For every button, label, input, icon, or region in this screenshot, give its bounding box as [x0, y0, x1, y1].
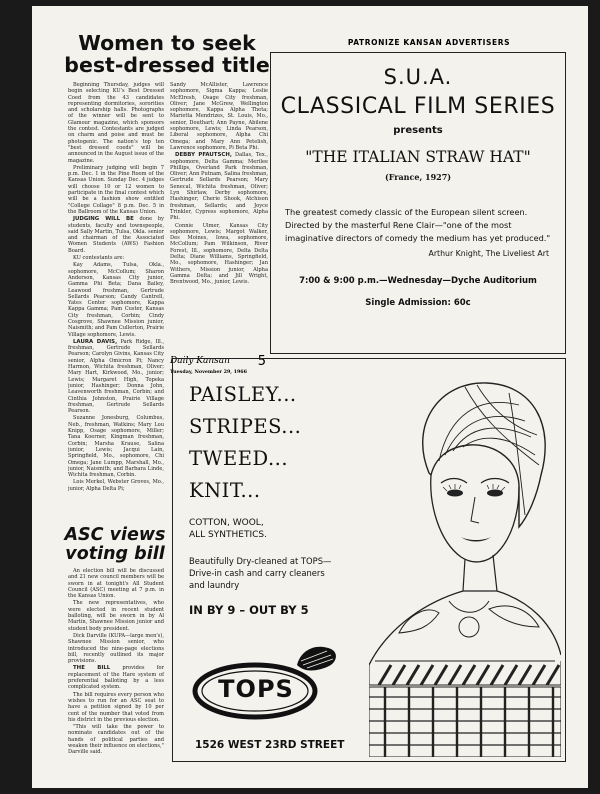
- headline-line-1: Women to seek: [78, 31, 256, 55]
- service-line: Drive-in cash and carry cleaners: [189, 568, 325, 578]
- article-paragraph: Suzanne Jonesburg, Columbus, Neb., freshman, Watkins; Mary Lou Knipp, Osage sophomore, Miller; Tana Koerner, Kingman freshman, Corbin; Marsha Krause, Salina junior, Lewis; Jacqui Lain, Springfield, Mo., sophomore, Chi Omega; Jane Lumpp, Marshall, Mo., junior, Naismith; and Barbara Linde, Wichita freshman, Corbin.: [68, 415, 164, 479]
- article-paragraph: "This will take the power to nominate candidates out of the hands of political parties and weaken their influence on elections," Darville said.: [68, 724, 164, 756]
- ad-fabrics: [189, 517, 267, 541]
- article-paragraph: [68, 216, 164, 254]
- ad-series-title: CLASSICAL FILM SERIES: [280, 94, 556, 119]
- headline-line-2: best-dressed title: [64, 53, 270, 77]
- ad-body: The greatest comedy classic of the European silent screen. Directed by the masterful Rene Clair—"one of the most imaginative directors of comedy the medium has yet produced.": [285, 207, 551, 243]
- paragraph-text: Park Ridge, Ill., freshman, Gertrude Sellards Pearson; Carolyn Givins, Kansas City senior, Alpha Omicron Pi; Nancy Harmon, Wichita freshman, Oliver; Mary Hart, Kirkwood, Mo., junior; Lewis; Margaret High, Topeka junior, Hashinger; Donna John, Leavenworth freshman, Corbin; and Cinthia Johnston, Prairie Village freshman, Gertrude Sellards Pearson.: [68, 338, 164, 415]
- article-paragraph: [68, 339, 164, 415]
- ad-line-tweed: TWEED...: [189, 447, 289, 470]
- fabrics-line: ALL SYNTHETICS.: [189, 530, 267, 540]
- ad-attribution: Arthur Knight, The Liveliest Art: [428, 249, 549, 258]
- article-paragraph: An election bill will be discussed and 21 new council members will be sworn in at tonight's All Student Council (ASC) meeting at 7 p.m. in the Kansas Union.: [68, 568, 164, 600]
- article-paragraph: [170, 152, 268, 221]
- ad-line-stripes: STRIPES...: [189, 415, 302, 438]
- tops-logo-text: TOPS: [218, 675, 294, 703]
- section-lead: JUDGING WILL BE: [73, 216, 134, 223]
- issue-date: Tuesday, November 29, 1966: [170, 369, 247, 375]
- ad-org: S.U.A.: [383, 65, 453, 89]
- fabrics-line: COTTON, WOOL,: [189, 518, 264, 528]
- tops-logo: [189, 641, 349, 731]
- article-paragraph: Beginning Thursday, judges will begin selecting KU's Best Dressed Coed from the 43 candidates representing dormitories, sororities and scholarship halls. Photographs of the winner will be sent to Glamour magazine, which sponsors the contest. Contestants are judged on charm and poise and must be photogenic. The nation's top ten "best dressed coeds" will be announced in the August issue of the magazine.: [68, 82, 164, 164]
- article-paragraph: Dick Darville (KUPA—large men's), Shawnee Mission senior, who introduced the nine-page elections bill, recently outlined its major provisions.: [68, 632, 164, 665]
- article-paragraph: Preliminary judging will begin 7 p.m. Dec. 1 in the Pine Room of the Kansas Union. Sunday Dec. 4 judges will choose 10 or 12 women to participate in the final contest which will be a fashion show entitled "College Collage" 8 p.m. Dec. 5 in the Ballroom of the Kansas Union.: [68, 164, 164, 215]
- ad-address: 1526 WEST 23RD STREET: [195, 739, 345, 751]
- newspaper-name: Daily Kansan: [170, 356, 230, 366]
- article-headline: [62, 526, 168, 564]
- film-series-ad: [270, 52, 566, 354]
- section-lead: DEBBY PFAUTSCH,: [175, 152, 232, 159]
- ad-line-knit: KNIT...: [189, 479, 261, 502]
- woman-in-turban-illustration: [369, 365, 561, 757]
- newspaper-page: [32, 6, 588, 788]
- ad-film-title: "THE ITALIAN STRAW HAT": [305, 148, 531, 166]
- ad-admission: Single Admission: 60c: [365, 298, 471, 308]
- service-line: and laundry: [189, 580, 240, 590]
- ad-film-origin: (France, 1927): [384, 172, 452, 182]
- patronize-banner: PATRONIZE KANSAN ADVERTISERS: [347, 38, 511, 47]
- article-paragraph: [68, 665, 164, 690]
- ad-service: [189, 555, 331, 591]
- article-column-2: [170, 82, 268, 349]
- paragraph-text: Dallas, Tex., sophomore, Delta Gamma; Merilee Phillips, Overland Park freshman, Oliver; Ann Putnam, Salina freshman, Gertrude Sellards Pearson; Mary Senecal, Wichita freshman, Oliver; Lyn Shirlaw, Derby sophomore, Hashinger; Cherie Shook, Atchison freshman, Sellards; and Joyce Trinkler, Cypress sophomore, Alpha Phi.: [170, 152, 268, 222]
- ad-presents: presents: [393, 125, 443, 136]
- article-paragraph: Sandy McAllister, Lawrence sophomore, Sigma Kappa; Leslie McElresh, Osage City freshman, Oliver; Jane McGrew, Wellington sophomore, Kappa Alpha Theta; Marietta Mendrizes, St. Louis, Mo., senior, Douthart; Ann Payne, Abilene sophomore, Lewis; Linda Pearson, Liberal sophomore, Alpha Chi Omega; and Mary Ann Petelish, Lawrence sophomore, Pi Beta Phi.: [170, 82, 268, 151]
- article-column-3: [68, 568, 164, 778]
- section-lead: THE BILL: [73, 665, 111, 672]
- ad-line-paisley: PAISLEY...: [189, 383, 297, 406]
- article-paragraph: Lois Merkel, Webster Groves, Mo., junior, Alpha Delta Pi;: [68, 479, 164, 492]
- article-paragraph: The new representatives, who were elected in recent student balloting, will be sworn in by Al Martin, Shawnee Mission junior and student body president.: [68, 600, 164, 632]
- article-paragraph: Connie Ulmer, Kansas City sophomore, Lewis; Margot Walker, Des Moines, Iowa, sophomore, McCollum; Pam Wilkinson, River Forest, Ill., sophomore, Delta Delta Delta; Diane Williams, Springfield, Mo., sophomore, Hashinger; Jan Withers, Mission junior, Alpha Gamma Delta; and Jill Wright, Brentwood, Mo., junior, Lewis.: [170, 222, 268, 286]
- article-headline: [62, 32, 272, 76]
- paragraph-text: provides for replacement of the Hare system of preferential balloting by a less complicated system.: [68, 665, 164, 691]
- ad-slogan: IN BY 9 – OUT BY 5: [189, 603, 309, 617]
- paragraph-text: done by students, faculty and townspeople, said Sally Martin, Tulsa, Okla. senior and chairman of the Associated Women Students (AWS) Fashion Board.: [68, 216, 164, 254]
- tops-cleaners-ad: [172, 358, 566, 762]
- service-line: Beautifully Dry-cleaned at TOPS—: [189, 556, 332, 566]
- ad-showtimes: 7:00 & 9:00 p.m.—Wednesday—Dyche Auditorium: [299, 276, 537, 286]
- headline-line-2: voting bill: [65, 544, 165, 564]
- article-column-1: [68, 82, 164, 525]
- section-lead: LAURA DAVIS,: [73, 338, 118, 345]
- ad-headline: [189, 379, 301, 507]
- article-paragraph: The bill requires every person who wishes to run for an ASC seat to have a petition signed by 10 per cent of the number that voted from his district in the previous election.: [68, 691, 164, 723]
- headline-line-1: ASC views: [64, 525, 166, 545]
- article-paragraph: KU contestants are:: [73, 255, 125, 262]
- article-paragraph: Kay Adams, Tulsa, Okla., sophomore, McCollum; Sharon Anderson, Kansas City junior, Gamma Phi Beta; Dana Bailey, Leawood freshman, Gertrude Sellards Pearson; Candy Cantrell, Yates Center sophomore, Kappa Kappa Gamma; Pam Custer, Kansas City freshman, Corbin; Cindy Cosgrove, Shawnee Mission junior, Naismith; and Pam Cullerton, Prairie Village sophomore, Lewis.: [68, 262, 164, 338]
- page-number: 5: [257, 354, 266, 369]
